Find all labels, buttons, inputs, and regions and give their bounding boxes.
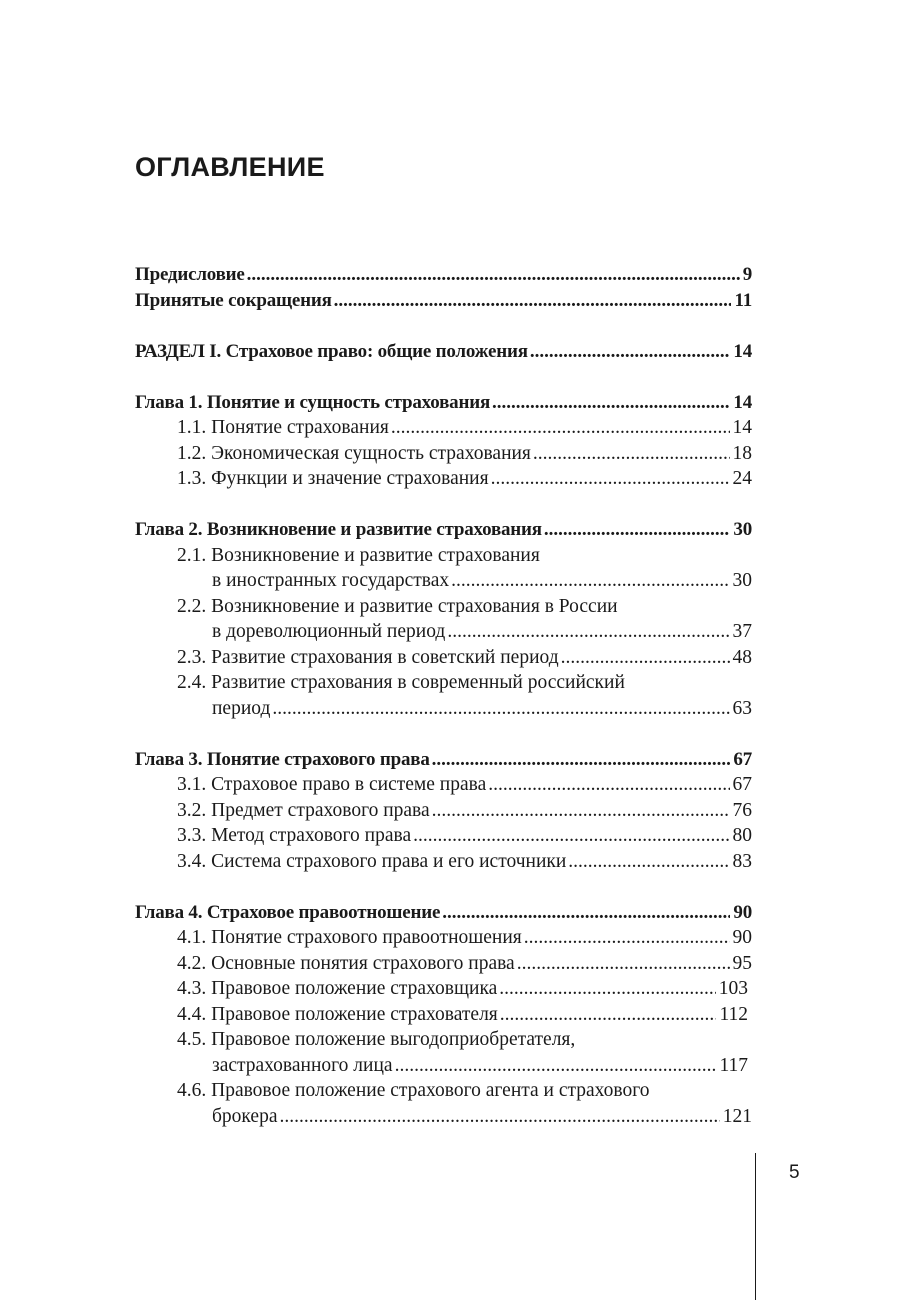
toc-entry-text: Предисловие	[135, 264, 245, 285]
toc-entry-text: 2.2. Возникновение и развитие страхования в России	[177, 595, 618, 617]
toc-entry-text: 2.4. Развитие страхования в современный российский	[177, 672, 625, 693]
toc-entry-2-2-line2[interactable]	[135, 619, 752, 645]
toc-entry-text: Глава 2. Возникновение и развитие страхования	[135, 519, 542, 540]
toc-entry-text: 3.4. Система страхового права и его источники	[177, 850, 567, 872]
dot-leader	[391, 415, 730, 441]
toc-entry-4-6-line1[interactable]	[135, 1078, 752, 1104]
toc-entry-text: 3.2. Предмет страхового права	[177, 799, 430, 821]
toc-entry-4-6-line2[interactable]	[135, 1104, 752, 1130]
toc-entry-4-2[interactable]	[135, 951, 752, 977]
toc-entry-4-5-line1[interactable]	[135, 1027, 752, 1053]
dot-leader	[500, 1002, 717, 1028]
toc-entry-page: 76	[732, 799, 752, 821]
toc-entry-chapter-2[interactable]	[135, 517, 752, 543]
dot-leader	[561, 645, 730, 671]
toc-entry-3-3[interactable]	[135, 823, 752, 849]
dot-leader	[492, 390, 730, 416]
page-margin-rule	[755, 1153, 756, 1300]
toc-entry-text: 1.2. Экономическая сущность страхования	[177, 442, 531, 464]
toc-entry-text: Глава 1. Понятие и сущность страхования	[135, 391, 491, 413]
toc-entry-page: 90	[732, 927, 752, 948]
toc-entry-page: 103	[718, 978, 748, 999]
dot-leader	[517, 951, 730, 977]
toc-entry-page: 14	[732, 417, 752, 438]
toc-entry-4-3[interactable]	[135, 976, 752, 1002]
dot-leader	[568, 849, 729, 875]
toc-entry-page: 24	[732, 468, 752, 489]
toc-entry-3-2[interactable]	[135, 798, 752, 824]
dot-leader	[395, 1053, 717, 1079]
dot-leader	[247, 262, 740, 288]
toc-entry-page: 30	[732, 570, 752, 591]
toc-entry-page: 14	[733, 391, 752, 413]
toc-entry-3-4[interactable]	[135, 849, 752, 875]
toc-entry-page: 117	[719, 1054, 748, 1076]
dot-leader	[272, 696, 729, 722]
toc-entry-2-1-line1[interactable]	[135, 543, 752, 569]
toc-entry-text: Принятые сокращения	[135, 289, 332, 311]
dot-leader	[413, 823, 729, 849]
dot-leader	[533, 441, 730, 467]
dot-leader	[432, 747, 731, 773]
toc-entry-page: 83	[732, 850, 752, 872]
table-of-contents	[135, 262, 752, 1129]
toc-entry-text: Глава 3. Понятие страхового права	[135, 748, 430, 770]
toc-entry-chapter-1[interactable]	[135, 390, 752, 416]
toc-entry-text: брокера	[212, 1105, 278, 1127]
toc-entry-text: 1.1. Понятие страхования	[177, 417, 389, 438]
toc-entry-page: 11	[734, 289, 752, 311]
toc-entry-page: 67	[733, 748, 752, 770]
toc-entry-page: 30	[733, 519, 752, 540]
toc-entry-text: 4.3. Правовое положение страховщика	[177, 978, 498, 999]
toc-entry-1-3[interactable]	[135, 466, 752, 492]
toc-entry-page: 121	[722, 1105, 752, 1127]
dot-leader	[499, 976, 715, 1002]
toc-entry-text: 4.1. Понятие страхового правоотношения	[177, 927, 522, 948]
toc-entry-2-3[interactable]	[135, 645, 752, 671]
dot-leader	[530, 339, 731, 365]
toc-entry-text: 3.1. Страховое право в системе права	[177, 774, 487, 795]
dot-leader	[451, 568, 729, 594]
toc-entry-2-4-line1[interactable]	[135, 670, 752, 696]
toc-entry-page: 48	[732, 646, 752, 668]
toc-entry-4-1[interactable]	[135, 925, 752, 951]
toc-entry-preface[interactable]	[135, 262, 752, 288]
toc-entry-2-4-line2[interactable]	[135, 696, 752, 722]
toc-entry-text: период	[212, 697, 271, 719]
dot-leader	[279, 1104, 719, 1130]
toc-entry-4-4[interactable]	[135, 1002, 752, 1028]
toc-entry-page: 37	[732, 621, 752, 642]
toc-entry-page: 14	[733, 340, 752, 362]
toc-entry-text: 2.3. Развитие страхования в советский период	[177, 646, 559, 668]
dot-leader	[334, 288, 732, 314]
toc-entry-chapter-4[interactable]	[135, 900, 752, 926]
toc-entry-text: Глава 4. Страховое правоотношение	[135, 901, 441, 923]
dot-leader	[488, 772, 729, 798]
toc-entry-chapter-3[interactable]	[135, 747, 752, 773]
toc-entry-text: РАЗДЕЛ I. Страховое право: общие положения	[135, 340, 528, 362]
toc-entry-text: в дореволюционный период	[212, 621, 446, 642]
toc-entry-text: 4.4. Правовое положение страхователя	[177, 1003, 498, 1025]
toc-entry-page: 80	[732, 825, 752, 846]
toc-entry-page: 95	[732, 952, 752, 974]
dot-leader	[432, 798, 730, 824]
dot-leader	[544, 517, 731, 543]
toc-entry-text: 1.3. Функции и значение страхования	[177, 468, 489, 489]
dot-leader	[447, 619, 729, 645]
dot-leader	[442, 900, 730, 926]
page-number: 5	[789, 1162, 800, 1183]
toc-entry-text: 2.1. Возникновение и развитие страхования	[177, 544, 540, 566]
dot-leader	[524, 925, 730, 951]
toc-entry-page: 90	[733, 901, 752, 923]
toc-entry-3-1[interactable]	[135, 772, 752, 798]
toc-entry-text: 4.5. Правовое положение выгодоприобретателя,	[177, 1029, 576, 1050]
toc-entry-page: 63	[732, 697, 752, 719]
toc-entry-section-1[interactable]	[135, 339, 752, 365]
toc-entry-page: 112	[719, 1003, 748, 1025]
toc-entry-2-2-line1[interactable]	[135, 594, 752, 620]
toc-entry-abbreviations[interactable]	[135, 288, 752, 314]
toc-entry-2-1-line2[interactable]	[135, 568, 752, 594]
toc-entry-page: 9	[742, 264, 752, 285]
toc-entry-text: 3.3. Метод страхового права	[177, 825, 412, 846]
toc-entry-page: 18	[732, 442, 752, 464]
toc-entry-1-2[interactable]	[135, 441, 752, 467]
toc-entry-page: 67	[732, 774, 752, 795]
toc-entry-1-1[interactable]	[135, 415, 752, 441]
dot-leader	[491, 466, 730, 492]
page-title: ОГЛАВЛЕНИЕ	[135, 152, 325, 182]
toc-entry-4-5-line2[interactable]	[135, 1053, 752, 1079]
toc-entry-text: 4.6. Правовое положение страхового агента и страхового	[177, 1080, 650, 1101]
toc-entry-text: застрахованного лица	[212, 1054, 393, 1076]
toc-entry-text: 4.2. Основные понятия страхового права	[177, 952, 515, 974]
toc-entry-text: в иностранных государствах	[212, 570, 450, 591]
